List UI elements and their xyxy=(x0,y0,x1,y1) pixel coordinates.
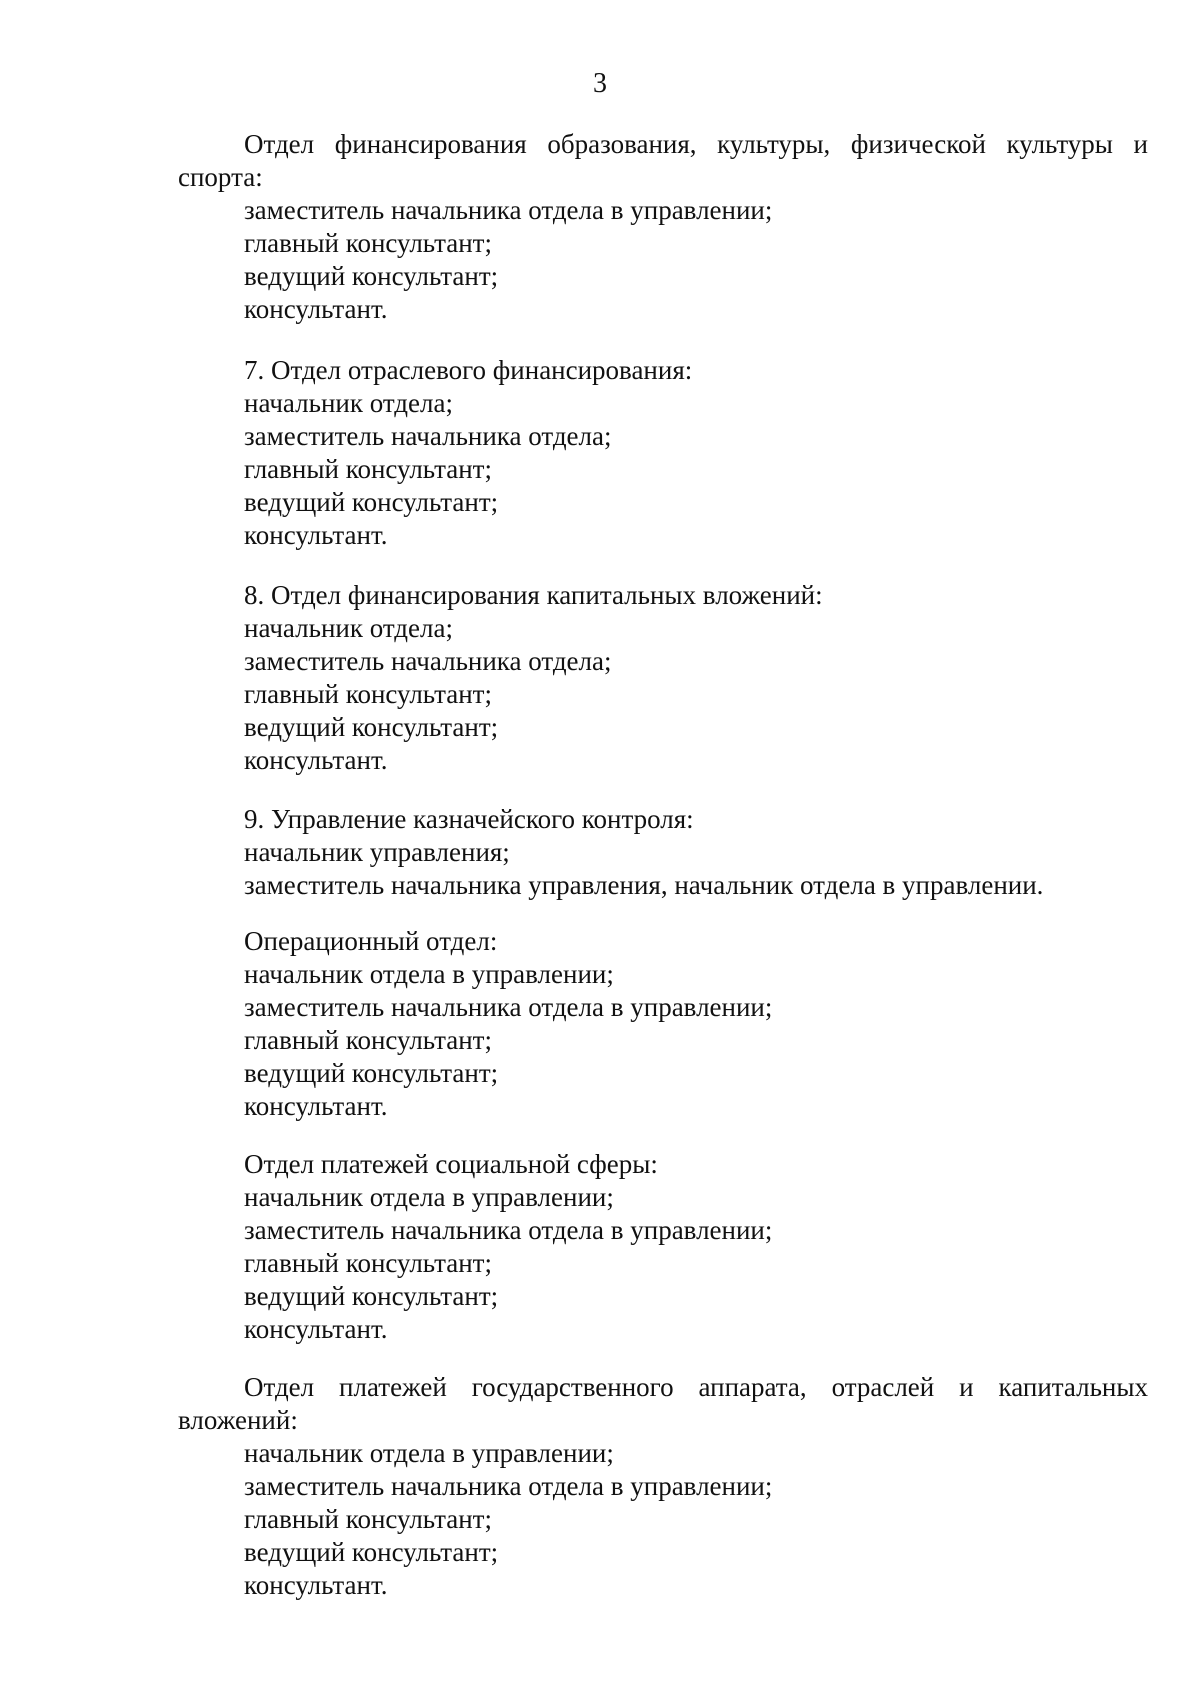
section-heading: Операционный отдел: xyxy=(244,926,498,956)
section-heading: Отдел финансирования образования, культуры, физической культуры и спорта: xyxy=(178,129,1148,192)
position-item: начальник отдела в управлении; xyxy=(244,1182,614,1212)
position-item: ведущий консультант; xyxy=(244,712,499,742)
section-social-sphere-payments xyxy=(0,1148,1200,1346)
position-item: консультант. xyxy=(244,294,388,324)
position-item: начальник отдела в управлении; xyxy=(244,959,614,989)
position-item: заместитель начальника отдела; xyxy=(244,646,612,676)
section-9-treasury-control xyxy=(0,803,1200,902)
position-item: ведущий консультант; xyxy=(244,487,499,517)
position-item: главный консультант; xyxy=(244,679,492,709)
position-item: заместитель начальника отдела в управлении; xyxy=(244,1471,773,1501)
position-item: ведущий консультант; xyxy=(244,1537,499,1567)
section-heading: 7. Отдел отраслевого финансирования: xyxy=(244,355,693,385)
position-item: заместитель начальника отдела в управлении; xyxy=(244,992,773,1022)
position-item: ведущий консультант; xyxy=(244,261,499,291)
position-item: консультант. xyxy=(244,520,388,550)
position-item: главный консультант; xyxy=(244,1248,492,1278)
section-state-apparatus-payments xyxy=(0,1371,1200,1602)
section-education-culture-sport xyxy=(0,128,1200,326)
position-item: главный консультант; xyxy=(244,228,492,258)
position-item: главный консультант; xyxy=(244,1504,492,1534)
position-item: консультант. xyxy=(244,1570,388,1600)
section-operational-department xyxy=(0,925,1200,1123)
position-item: начальник отдела; xyxy=(244,388,453,418)
position-item: консультант. xyxy=(244,745,388,775)
position-item: главный консультант; xyxy=(244,454,492,484)
section-heading: 8. Отдел финансирования капитальных вложений: xyxy=(244,580,823,610)
section-7-sectoral-financing xyxy=(0,354,1200,552)
position-item: консультант. xyxy=(244,1314,388,1344)
position-item: главный консультант; xyxy=(244,1025,492,1055)
section-heading: Отдел платежей государственного аппарата, отраслей и капитальных вложений: xyxy=(178,1372,1148,1435)
position-item: заместитель начальника управления, начальник отдела в управлении. xyxy=(244,870,1044,900)
position-item: начальник управления; xyxy=(244,837,510,867)
position-item: заместитель начальника отдела в управлении; xyxy=(244,195,773,225)
position-item: ведущий консультант; xyxy=(244,1058,499,1088)
section-8-capital-investment-financing xyxy=(0,579,1200,777)
page-number: 3 xyxy=(593,68,607,99)
position-item: заместитель начальника отдела в управлении; xyxy=(244,1215,773,1245)
position-item: заместитель начальника отдела; xyxy=(244,421,612,451)
position-item: начальник отдела; xyxy=(244,613,453,643)
section-heading: 9. Управление казначейского контроля: xyxy=(244,804,694,834)
section-heading: Отдел платежей социальной сферы: xyxy=(244,1149,658,1179)
position-item: консультант. xyxy=(244,1091,388,1121)
position-item: ведущий консультант; xyxy=(244,1281,499,1311)
position-item: начальник отдела в управлении; xyxy=(244,1438,614,1468)
